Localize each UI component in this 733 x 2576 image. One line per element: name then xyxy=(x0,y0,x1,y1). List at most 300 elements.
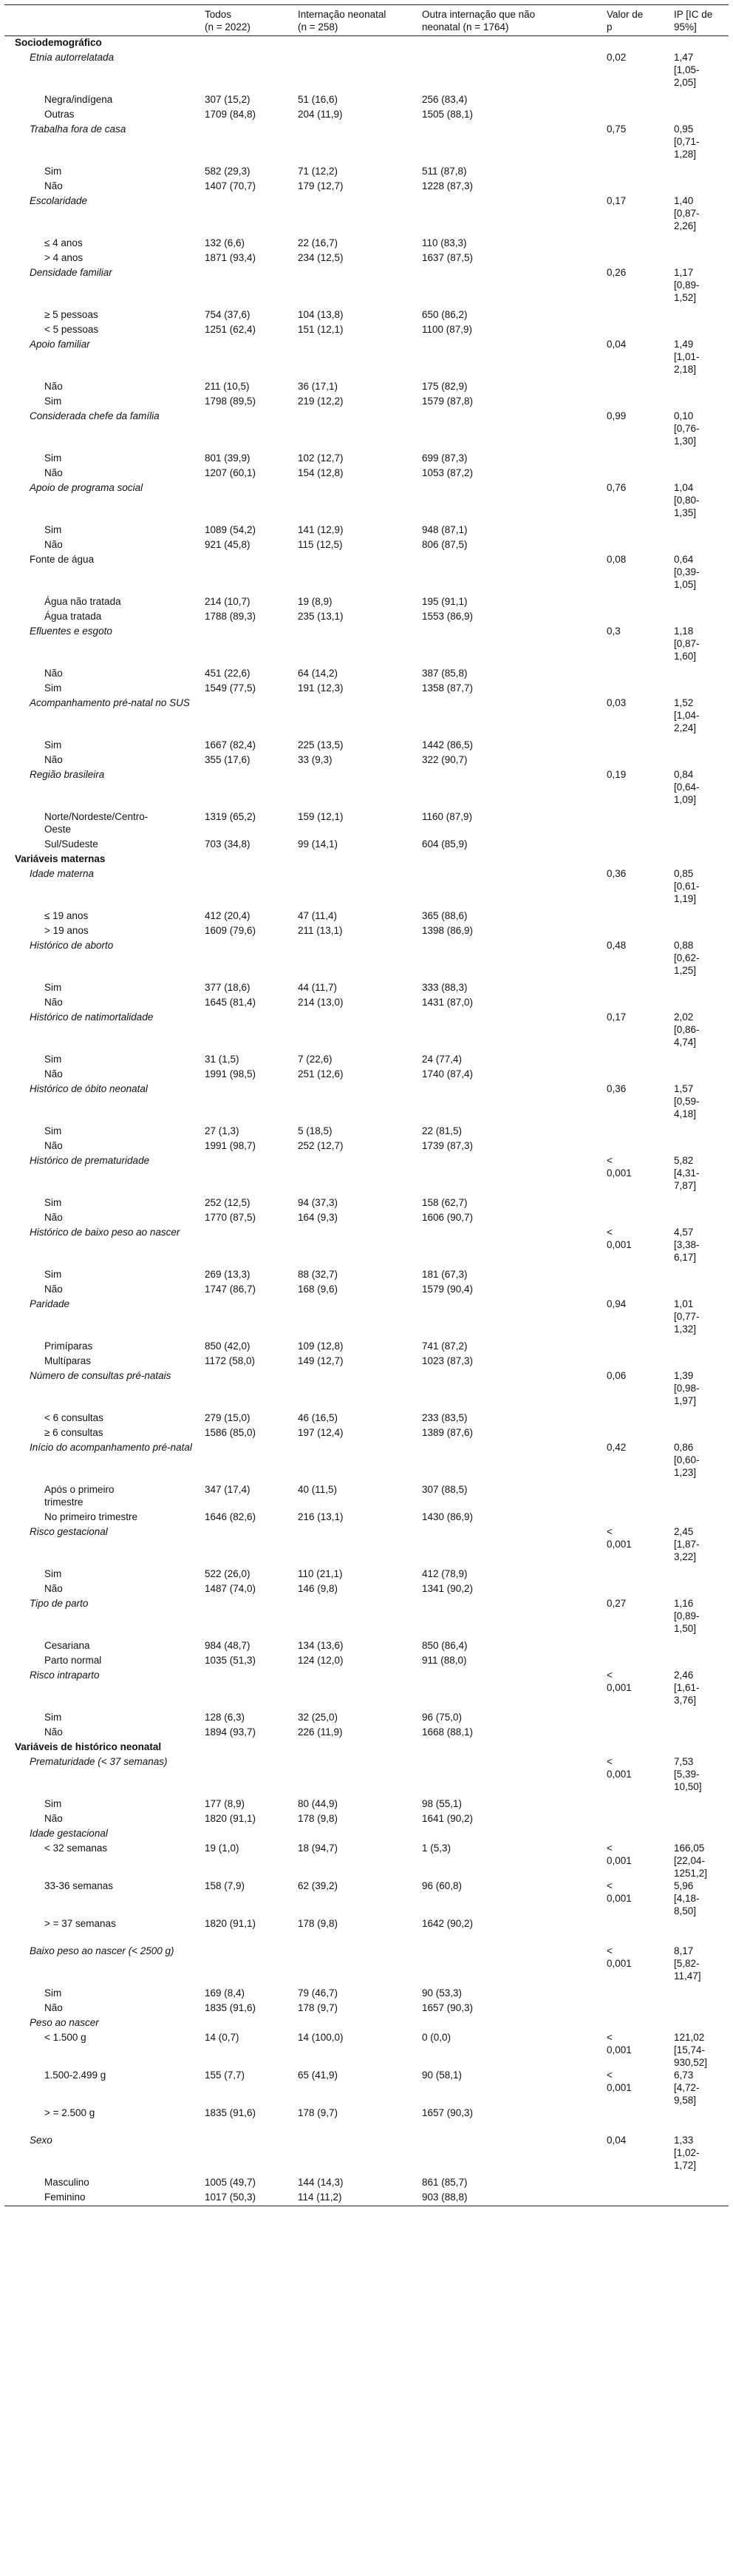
cell-outra-internacao xyxy=(412,1945,596,1987)
variable-row xyxy=(4,1082,729,1125)
cell-ip xyxy=(664,595,729,610)
variable-row xyxy=(4,2134,729,2176)
cell-valor-p xyxy=(596,1812,664,1827)
cell-valor-p: < 0,001 xyxy=(607,1945,632,1969)
cell-internacao-neonatal: 51 (16,6) xyxy=(298,94,338,105)
category-row xyxy=(4,2002,729,2016)
cell-outra-internacao xyxy=(412,696,596,739)
cell-outra-internacao xyxy=(412,553,596,595)
cell-todos: 1035 (51,3) xyxy=(205,1655,256,1666)
cell-outra-internacao: 1430 (86,9) xyxy=(422,1511,474,1522)
cell-ip xyxy=(664,1726,729,1741)
cell-outra-internacao: 1389 (87,6) xyxy=(422,1427,474,1438)
cell-outra-internacao xyxy=(412,1298,596,1340)
category-row xyxy=(4,1827,729,1842)
cell-ip: 2,46 [1,61- 3,76] xyxy=(674,1670,700,1706)
category-row xyxy=(4,2191,729,2206)
cell-ip: 4,57 [3,38- 6,17] xyxy=(674,1227,700,1263)
cell-internacao-neonatal xyxy=(287,1755,412,1797)
section-header-row xyxy=(4,1741,729,1755)
row-label: 1.500-2.499 g xyxy=(44,2070,106,2081)
row-label: Água não tratada xyxy=(44,596,121,607)
cell-valor-p xyxy=(596,981,664,996)
cell-internacao-neonatal xyxy=(287,266,412,308)
cell-outra-internacao: 387 (85,8) xyxy=(422,668,468,679)
row-label: No primeiro trimestre xyxy=(44,1511,138,1522)
row-label: Fonte de água xyxy=(30,554,95,565)
row-label: ≤ 4 anos xyxy=(44,237,83,248)
cell-todos xyxy=(194,266,287,308)
cell-ip: 166,05 [22,04- 1251,2] xyxy=(674,1843,708,1879)
cell-todos: 754 (37,6) xyxy=(205,309,250,320)
cell-ip xyxy=(664,538,729,553)
cell-ip: 0,88 [0,62- 1,25] xyxy=(674,940,700,976)
cell-valor-p: 0,3 xyxy=(607,626,621,637)
category-row xyxy=(4,1654,729,1669)
cell-todos: 269 (13,3) xyxy=(205,1269,250,1280)
cell-valor-p xyxy=(596,452,664,467)
cell-ip xyxy=(664,2176,729,2191)
category-row xyxy=(4,251,729,266)
cell-internacao-neonatal: 178 (9,8) xyxy=(298,1918,338,1929)
cell-outra-internacao xyxy=(412,1755,596,1797)
cell-ip xyxy=(664,2016,729,2031)
cell-ip: 1,33 [1,02- 1,72] xyxy=(674,2135,700,2171)
row-label: Sim xyxy=(44,1568,62,1579)
row-label: Sim xyxy=(44,1269,62,1280)
cell-outra-internacao: 1657 (90,3) xyxy=(422,2002,474,2013)
cell-todos: 1319 (65,2) xyxy=(205,811,256,822)
row-label: Não xyxy=(44,1212,63,1223)
cell-valor-p: 0,03 xyxy=(607,697,627,708)
cell-internacao-neonatal: 251 (12,6) xyxy=(298,1068,344,1079)
cell-ip xyxy=(664,108,729,123)
row-label: ≥ 6 consultas xyxy=(44,1427,103,1438)
cell-internacao-neonatal: 146 (9,8) xyxy=(298,1583,338,1594)
cell-ip xyxy=(664,1511,729,1525)
cell-ip: 0,10 [0,76- 1,30] xyxy=(674,410,700,447)
row-label: Não xyxy=(44,668,63,679)
row-label: Histórico de aborto xyxy=(30,940,114,951)
cell-valor-p: < 0,001 xyxy=(607,1227,632,1250)
cell-valor-p xyxy=(596,1726,664,1741)
cell-outra-internacao: 850 (86,4) xyxy=(422,1640,468,1651)
cell-outra-internacao: 650 (86,2) xyxy=(422,309,468,320)
category-row xyxy=(4,452,729,467)
category-row xyxy=(4,1842,729,1880)
cell-ip xyxy=(664,1068,729,1082)
row-label: Água tratada xyxy=(44,611,102,622)
row-label: Não xyxy=(44,1068,63,1079)
variable-row xyxy=(4,266,729,308)
row-label: Região brasileira xyxy=(30,769,105,780)
cell-todos xyxy=(194,939,287,981)
cell-todos: 279 (15,0) xyxy=(205,1412,250,1423)
cell-outra-internacao: 181 (67,3) xyxy=(422,1269,468,1280)
cell-ip xyxy=(664,810,729,838)
cell-todos: 921 (45,8) xyxy=(205,539,250,550)
cell-todos: 214 (10,7) xyxy=(205,596,250,607)
cell-internacao-neonatal xyxy=(287,2016,412,2031)
cell-todos: 984 (48,7) xyxy=(205,1640,250,1651)
row-label: Outras xyxy=(44,109,75,120)
cell-valor-p xyxy=(596,1196,664,1211)
cell-internacao-neonatal: 178 (9,8) xyxy=(298,1813,338,1824)
cell-outra-internacao: 903 (88,8) xyxy=(412,2191,596,2206)
row-label: Não xyxy=(44,1813,63,1824)
cell-outra-internacao: 1358 (87,7) xyxy=(422,682,474,694)
cell-todos: 252 (12,5) xyxy=(205,1197,250,1208)
cell-todos xyxy=(194,1597,287,1639)
category-row xyxy=(4,2069,729,2106)
row-label: Masculino xyxy=(44,2177,89,2188)
cell-internacao-neonatal: 197 (12,4) xyxy=(298,1427,344,1438)
cell-todos: 1207 (60,1) xyxy=(205,467,256,478)
cell-outra-internacao: 98 (55,1) xyxy=(422,1798,463,1809)
row-label: Sim xyxy=(44,1054,62,1065)
cell-ip xyxy=(664,682,729,696)
cell-internacao-neonatal: 115 (12,5) xyxy=(298,539,343,550)
cell-todos xyxy=(194,625,287,667)
row-label: Efluentes e esgoto xyxy=(30,626,112,637)
row-label: < 32 semanas xyxy=(44,1843,108,1854)
cell-valor-p xyxy=(596,909,664,924)
cell-todos: 307 (15,2) xyxy=(205,94,250,105)
variable-row xyxy=(4,1298,729,1340)
cell-ip xyxy=(664,1917,729,1945)
cell-outra-internacao xyxy=(412,1226,596,1268)
cell-todos xyxy=(194,2134,287,2176)
cell-outra-internacao: 22 (81,5) xyxy=(422,1125,463,1136)
category-row xyxy=(4,1355,729,1369)
cell-ip xyxy=(664,1411,729,1426)
cell-outra-internacao: 699 (87,3) xyxy=(422,453,468,464)
header-cell-variable xyxy=(4,5,194,36)
cell-outra-internacao: 96 (75,0) xyxy=(422,1712,463,1723)
cell-internacao-neonatal: 225 (13,5) xyxy=(298,739,344,750)
cell-outra-internacao xyxy=(412,1011,596,1053)
row-label: Sexo xyxy=(30,2135,52,2146)
cell-valor-p: < 0,001 xyxy=(607,1526,632,1550)
cell-todos xyxy=(194,1226,287,1268)
cell-internacao-neonatal: 154 (12,8) xyxy=(298,467,344,478)
row-label: Apoio familiar xyxy=(30,339,90,350)
cell-outra-internacao: 1442 (86,5) xyxy=(422,739,474,750)
cell-ip xyxy=(664,667,729,682)
cell-todos xyxy=(194,51,287,93)
row-label: Sim xyxy=(44,1712,62,1723)
cell-internacao-neonatal: 46 (16,5) xyxy=(298,1412,338,1423)
category-row xyxy=(4,1211,729,1226)
cell-todos: 132 (6,6) xyxy=(205,237,245,248)
category-row xyxy=(4,1726,729,1741)
cell-ip xyxy=(664,1654,729,1669)
cell-outra-internacao: 110 (83,3) xyxy=(422,237,467,248)
cell-todos xyxy=(194,1755,287,1797)
cell-valor-p: < 0,001 xyxy=(607,1155,632,1179)
category-row xyxy=(4,1987,729,2002)
cell-internacao-neonatal xyxy=(287,1597,412,1639)
row-label: Multíparas xyxy=(44,1355,92,1366)
cell-valor-p xyxy=(596,380,664,395)
cell-outra-internacao: 0 (0,0) xyxy=(422,2032,451,2043)
cell-todos: 582 (29,3) xyxy=(205,166,250,177)
row-label: Densidade familiar xyxy=(30,267,112,278)
row-label: < 6 consultas xyxy=(44,1412,103,1423)
cell-internacao-neonatal: 234 (12,5) xyxy=(298,252,344,263)
cell-outra-internacao: 412 (78,9) xyxy=(422,1568,468,1579)
cell-todos xyxy=(194,1082,287,1125)
cell-ip xyxy=(664,1711,729,1726)
cell-outra-internacao: 1398 (86,9) xyxy=(422,925,474,936)
row-label: Sim xyxy=(44,739,62,750)
row-label: Após o primeiro trimestre xyxy=(44,1484,115,1508)
cell-outra-internacao: 1606 (90,7) xyxy=(422,1212,474,1223)
cell-ip xyxy=(664,1483,729,1511)
cell-valor-p xyxy=(596,1283,664,1298)
cell-valor-p xyxy=(596,1053,664,1068)
cell-todos xyxy=(194,194,287,237)
variable-row xyxy=(4,1154,729,1196)
cell-ip xyxy=(664,1639,729,1654)
cell-todos xyxy=(194,1369,287,1411)
cell-outra-internacao: 1228 (87,3) xyxy=(422,180,474,191)
category-row xyxy=(4,1639,729,1654)
cell-outra-internacao: 1637 (87,5) xyxy=(422,252,474,263)
cell-outra-internacao xyxy=(412,1082,596,1125)
cell-outra-internacao: 1023 (87,3) xyxy=(422,1355,474,1366)
section-header-row xyxy=(4,853,729,867)
category-row xyxy=(4,996,729,1011)
cell-todos: 1709 (84,8) xyxy=(205,109,256,120)
category-row xyxy=(4,523,729,538)
row-label: Não xyxy=(44,381,63,392)
cell-valor-p xyxy=(596,1426,664,1441)
cell-valor-p xyxy=(596,323,664,338)
cell-internacao-neonatal: 7 (22,6) xyxy=(298,1054,333,1065)
cell-valor-p xyxy=(596,467,664,481)
category-row xyxy=(4,1053,729,1068)
cell-outra-internacao xyxy=(412,1597,596,1639)
variable-row xyxy=(4,481,729,523)
header-row xyxy=(4,5,729,36)
cell-outra-internacao xyxy=(412,768,596,810)
category-row xyxy=(4,1426,729,1441)
cell-ip: 6,73 [4,72- 9,58] xyxy=(674,2070,700,2106)
cell-valor-p xyxy=(596,2016,664,2031)
cell-outra-internacao: 1553 (86,9) xyxy=(422,611,474,622)
cell-ip: 1,40 [0,87- 2,26] xyxy=(674,195,700,231)
cell-todos xyxy=(194,1154,287,1196)
row-label: Idade gestacional xyxy=(30,1828,108,1839)
cell-todos: 1017 (50,3) xyxy=(194,2191,287,2206)
cell-internacao-neonatal: 164 (9,3) xyxy=(298,1212,338,1223)
cell-ip xyxy=(664,1053,729,1068)
cell-valor-p: 0,17 xyxy=(607,195,627,206)
cell-internacao-neonatal: 94 (37,3) xyxy=(298,1197,338,1208)
cell-internacao-neonatal: 178 (9,7) xyxy=(298,2107,338,2118)
data-table xyxy=(4,4,729,2206)
row-label: Paridade xyxy=(30,1298,70,1309)
variable-row xyxy=(4,625,729,667)
row-label: > = 37 semanas xyxy=(44,1918,116,1929)
row-label: Primíparas xyxy=(44,1340,93,1352)
category-row xyxy=(4,1582,729,1597)
row-label: Sim xyxy=(44,396,62,407)
cell-valor-p xyxy=(596,93,664,108)
cell-todos xyxy=(194,1945,287,1987)
cell-valor-p xyxy=(596,165,664,180)
category-row xyxy=(4,1139,729,1154)
cell-valor-p: 0,04 xyxy=(607,339,627,350)
cell-ip xyxy=(664,467,729,481)
cell-ip: 1,39 [0,98- 1,97] xyxy=(674,1370,700,1406)
row-label: Acompanhamento pré-natal no SUS xyxy=(30,697,190,708)
cell-todos xyxy=(194,1011,287,1053)
cell-internacao-neonatal: 144 (14,3) xyxy=(298,2177,344,2188)
cell-outra-internacao: 1657 (90,3) xyxy=(422,2107,474,2118)
section-title: Sociodemográfico xyxy=(15,37,102,48)
section-title: Variáveis maternas xyxy=(15,853,106,864)
row-label: > 4 anos xyxy=(44,252,83,263)
cell-ip: 0,84 [0,64- 1,09] xyxy=(674,769,700,805)
cell-ip: 2,45 [1,87- 3,22] xyxy=(674,1526,700,1562)
cell-ip: 1,01 [0,77- 1,32] xyxy=(674,1298,700,1335)
category-row xyxy=(4,2016,729,2031)
cell-internacao-neonatal xyxy=(287,2134,412,2176)
cell-outra-internacao xyxy=(412,1441,596,1483)
cell-internacao-neonatal xyxy=(287,696,412,739)
cell-valor-p xyxy=(596,1139,664,1154)
cell-outra-internacao: 1160 (87,9) xyxy=(422,811,473,822)
row-label: ≤ 19 anos xyxy=(44,910,89,921)
cell-ip: 1,04 [0,80- 1,35] xyxy=(674,482,700,518)
category-row xyxy=(4,1567,729,1582)
section-title: Variáveis de histórico neonatal xyxy=(15,1741,162,1752)
cell-internacao-neonatal: 19 (8,9) xyxy=(298,596,333,607)
cell-ip xyxy=(664,1211,729,1226)
category-row xyxy=(4,395,729,410)
cell-ip: 1,49 [1,01- 2,18] xyxy=(674,339,700,375)
row-label: Etnia autorrelatada xyxy=(30,52,115,63)
cell-outra-internacao xyxy=(412,1669,596,1711)
row-label: ≥ 5 pessoas xyxy=(44,309,98,320)
cell-internacao-neonatal xyxy=(287,625,412,667)
category-row xyxy=(4,682,729,696)
category-row xyxy=(4,1068,729,1082)
cell-internacao-neonatal: 110 (21,1) xyxy=(298,1568,343,1579)
cell-todos: 1798 (89,5) xyxy=(205,396,256,407)
cell-outra-internacao xyxy=(412,867,596,909)
cell-internacao-neonatal: 149 (12,7) xyxy=(298,1355,344,1366)
category-row xyxy=(4,538,729,553)
row-label: 33-36 semanas xyxy=(44,1880,114,1891)
cell-valor-p: < 0,001 xyxy=(607,1880,632,1904)
cell-outra-internacao: 1739 (87,3) xyxy=(422,1140,474,1151)
cell-ip: 2,02 [0,86- 4,74] xyxy=(674,1011,700,1048)
cell-outra-internacao: 1100 (87,9) xyxy=(422,324,473,335)
cell-todos: 1487 (74,0) xyxy=(205,1583,256,1594)
category-row xyxy=(4,667,729,682)
cell-ip xyxy=(664,1268,729,1283)
cell-outra-internacao: 158 (62,7) xyxy=(422,1197,468,1208)
cell-todos: 850 (42,0) xyxy=(205,1340,250,1352)
header-cell-internacao-neonatal: Internação neonatal (n = 258) xyxy=(287,5,412,36)
variable-row xyxy=(4,1755,729,1797)
cell-todos: 1667 (82,4) xyxy=(205,739,256,750)
variable-row xyxy=(4,1525,729,1567)
cell-valor-p xyxy=(596,1797,664,1812)
row-label: Sim xyxy=(44,166,62,177)
cell-valor-p: 0,36 xyxy=(607,1083,627,1094)
cell-todos: 169 (8,4) xyxy=(205,1987,245,1999)
cell-todos xyxy=(194,1441,287,1483)
cell-internacao-neonatal: 80 (44,9) xyxy=(298,1798,338,1809)
cell-outra-internacao: 333 (88,3) xyxy=(422,982,468,993)
cell-todos: 1820 (91,1) xyxy=(205,1918,256,1929)
cell-ip xyxy=(664,323,729,338)
row-label: Apoio de programa social xyxy=(30,482,143,493)
cell-todos: 1172 (58,0) xyxy=(205,1355,256,1366)
cell-todos: 355 (17,6) xyxy=(205,754,250,765)
cell-internacao-neonatal xyxy=(287,939,412,981)
cell-valor-p xyxy=(596,667,664,682)
cell-valor-p xyxy=(596,838,664,853)
cell-valor-p: 0,17 xyxy=(607,1011,627,1023)
cell-internacao-neonatal xyxy=(287,123,412,165)
cell-ip: 5,96 [4,18- 8,50] xyxy=(674,1880,700,1916)
cell-ip: 1,18 [0,87- 1,60] xyxy=(674,626,700,662)
cell-valor-p xyxy=(596,395,664,410)
cell-internacao-neonatal: 71 (12,2) xyxy=(298,166,338,177)
cell-ip: 1,17 [0,89- 1,52] xyxy=(674,267,700,303)
row-label: Sul/Sudeste xyxy=(44,838,98,850)
cell-valor-p xyxy=(596,1411,664,1426)
header-cell-outra-internacao: Outra internação que não neonatal (n = 1764) xyxy=(412,5,596,36)
cell-internacao-neonatal: 216 (13,1) xyxy=(298,1511,344,1522)
category-row xyxy=(4,380,729,395)
cell-ip: 5,82 [4,31- 7,87] xyxy=(674,1155,700,1191)
cell-ip xyxy=(664,838,729,853)
cell-internacao-neonatal: 5 (18,5) xyxy=(298,1125,333,1136)
cell-internacao-neonatal: 252 (12,7) xyxy=(298,1140,344,1151)
category-row xyxy=(4,595,729,610)
cell-ip xyxy=(664,981,729,996)
cell-internacao-neonatal: 235 (13,1) xyxy=(298,611,344,622)
row-label: Não xyxy=(44,1140,63,1151)
cell-todos xyxy=(194,123,287,165)
cell-outra-internacao xyxy=(412,1369,596,1411)
cell-outra-internacao xyxy=(412,338,596,380)
row-label: Risco intraparto xyxy=(30,1670,100,1681)
cell-valor-p xyxy=(596,2191,664,2206)
cell-todos: 451 (22,6) xyxy=(205,668,250,679)
variable-row xyxy=(4,1945,729,1987)
cell-todos: 1089 (54,2) xyxy=(205,524,256,535)
cell-todos xyxy=(194,338,287,380)
variable-row xyxy=(4,338,729,380)
cell-valor-p xyxy=(596,924,664,939)
cell-valor-p xyxy=(596,1654,664,1669)
cell-valor-p: < 0,001 xyxy=(607,1756,632,1780)
cell-valor-p xyxy=(596,1582,664,1597)
cell-internacao-neonatal: 102 (12,7) xyxy=(298,453,344,464)
cell-ip xyxy=(664,1355,729,1369)
category-row xyxy=(4,308,729,323)
category-row xyxy=(4,838,729,853)
cell-ip xyxy=(664,996,729,1011)
cell-internacao-neonatal xyxy=(287,1369,412,1411)
